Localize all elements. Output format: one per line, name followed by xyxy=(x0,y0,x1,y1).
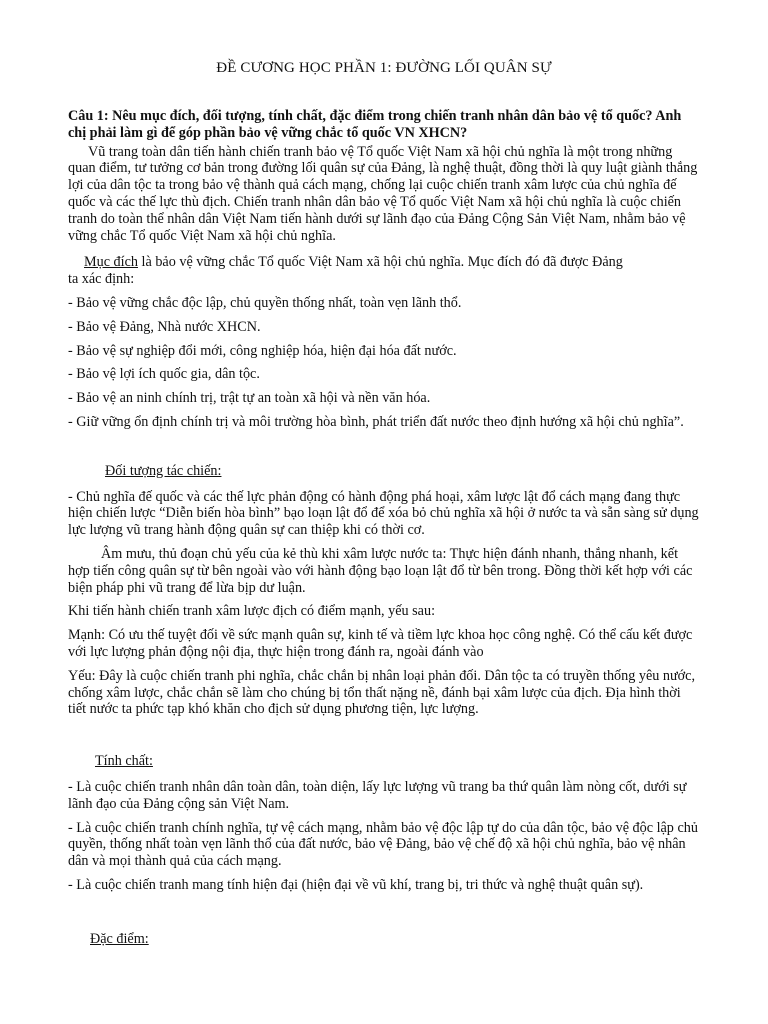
tactics-paragraph: Âm mưu, thủ đoạn chủ yếu của kẻ thù khi xâm lược nước ta: Thực hiện đánh nhanh, thắng nhanh, kết hợp tiến công quân sự từ bên ngoài vào với hành động bạo loạn lật đổ từ bên trong. Đồng thời kết hợp với các biện pháp phi vũ trang để lừa bịp dư luận. xyxy=(68,545,693,596)
strengths-intro: Khi tiến hành chiến tranh xâm lược địch có điểm mạnh, yếu sau: xyxy=(68,603,436,620)
purpose-item: - Bảo vệ an ninh chính trị, trật tự an toàn xã hội và nền văn hóa. xyxy=(68,390,431,407)
purpose-item: - Bảo vệ sự nghiệp đổi mới, công nghiệp hóa, hiện đại hóa đất nước. xyxy=(68,342,457,359)
purpose-paragraph xyxy=(68,254,700,288)
intro-paragraph: Vũ trang toàn dân tiến hành chiến tranh bảo vệ Tổ quốc Việt Nam xã hội chủ nghĩa là một trong những quan điểm, tư tưởng cơ bản trong đường lối quân sự của Đảng, là nghệ thuật, đồng thời là quy luật giành thắng lợi của dân tộc ta trong bảo vệ thành quả cách mạng, chống lại cuộc chiến tranh xâm lược của chủ nghĩa đế quốc và các thế lực thù địch. Chiến tranh nhân dân bảo vệ Tổ quốc Việt Nam xã hội chủ nghĩa là cuộc chiến tranh do toàn thể nhân dân Việt Nam tiến hành dưới sự lãnh đạo của Đảng Cộng Sản Việt Nam, nhằm bảo vệ vững chắc Tổ quốc Việt Nam xã hội chủ nghĩa. xyxy=(68,143,698,244)
purpose-item: - Giữ vững ổn định chính trị và môi trường hòa bình, phát triển đất nước theo định hướng xã hội chủ nghĩa”. xyxy=(68,413,684,430)
nature-item: - Là cuộc chiến tranh chính nghĩa, tự vệ cách mạng, nhằm bảo vệ độc lập tự do của dân tộc, bảo vệ độc lập chủ quyền, thống nhất toàn vẹn lãnh thổ của đất nước, bảo vệ Đảng, bảo vệ chế độ xã hội chủ nghĩa, bảo vệ nhân dân và mọi thành quả của cách mạng. xyxy=(68,819,698,870)
purpose-item: - Bảo vệ vững chắc độc lập, chủ quyền thống nhất, toàn vẹn lãnh thổ. xyxy=(68,294,462,311)
nature-item: - Là cuộc chiến tranh nhân dân toàn dân, toàn diện, lấy lực lượng vũ trang ba thứ quân làm nòng cốt, dưới sự lãnh đạo của Đảng cộng sản Việt Nam. xyxy=(68,778,687,812)
document-title: ĐỀ CƯƠNG HỌC PHẦN 1: ĐƯỜNG LỐI QUÂN SỰ xyxy=(216,60,552,76)
target-heading: Đối tượng tác chiến: xyxy=(105,462,222,479)
features-heading: Đặc điểm: xyxy=(90,930,149,947)
nature-heading-line xyxy=(68,753,700,770)
features-heading-line xyxy=(68,931,700,948)
target-paragraph: - Chủ nghĩa đế quốc và các thế lực phản động có hành động phá hoại, xâm lược lật đổ cách mạng đang thực hiện chiến lược “Diễn biến hòa bình” bạo loạn lật đổ để xóa bỏ chủ nghĩa xã hội ở nước ta và sẵn sàng sử dụng lực lượng vũ trang hành động quân sự can thiệp khi có thời cơ. xyxy=(68,488,699,539)
nature-heading: Tính chất: xyxy=(95,753,153,770)
purpose-heading: Mục đích xyxy=(84,254,138,271)
target-heading-line xyxy=(68,463,700,480)
purpose-text-b: ta xác định: xyxy=(68,271,135,288)
question-heading: Câu 1: Nêu mục đích, đối tượng, tính chất, đặc điểm trong chiến tranh nhân dân bảo vệ tổ quốc? Anh chị phải làm gì để góp phần bảo vệ vững chắc tổ quốc VN XHCN? xyxy=(68,108,682,141)
document-body xyxy=(68,108,700,947)
purpose-item: - Bảo vệ lợi ích quốc gia, dân tộc. xyxy=(68,366,260,383)
weaknesses-paragraph: Yếu: Đây là cuộc chiến tranh phi nghĩa, chắc chắn bị nhân loại phản đối. Dân tộc ta có truyền thống yêu nước, chống xâm lược, chắc chắn sẽ làm cho chúng bị tổn thất nặng nề, đánh bại xâm lược của địch. Địa hình thời tiết nước ta phức tạp khó khăn cho địch sử dụng phương tiện, lực lượng. xyxy=(68,667,696,718)
nature-item: - Là cuộc chiến tranh mang tính hiện đại (hiện đại về vũ khí, trang bị, tri thức và nghệ thuật quân sự). xyxy=(68,876,644,893)
strengths-paragraph: Mạnh: Có ưu thế tuyệt đối về sức mạnh quân sự, kinh tế và tiềm lực khoa học công nghệ. Có thể cấu kết được với lực lượng phản động nội địa, thực hiện trong đánh ra, ngoài đánh vào xyxy=(68,627,693,660)
purpose-item: - Bảo vệ Đảng, Nhà nước XHCN. xyxy=(68,318,261,335)
purpose-text-a: là bảo vệ vững chắc Tổ quốc Việt Nam xã hội chủ nghĩa. Mục đích đó đã được Đảng xyxy=(137,254,623,271)
